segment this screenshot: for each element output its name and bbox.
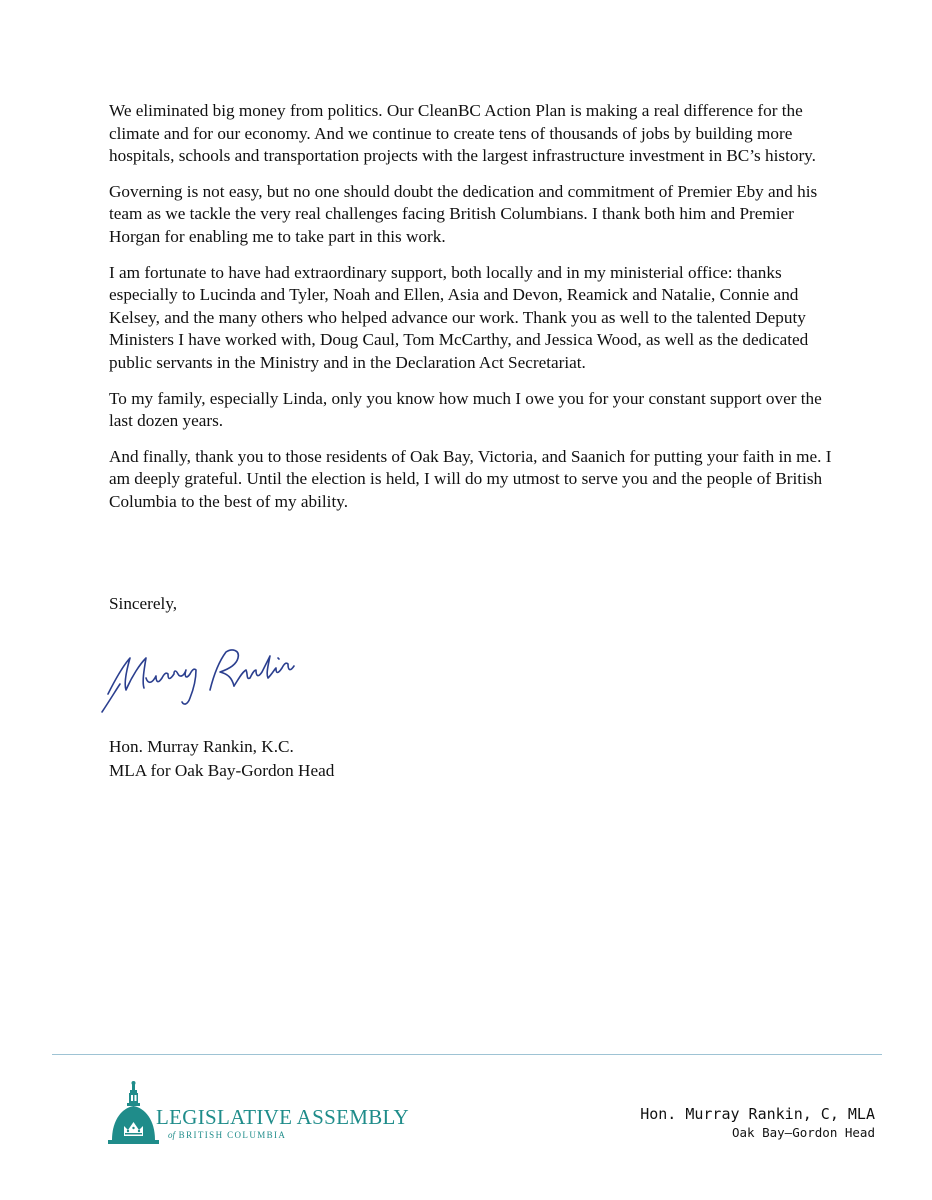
paragraph-2: Governing is not easy, but no one should doubt the dedication and commitment of Premier Eby and his team as we tackle the very real challenges facing British Columbians. I thank both him and Premier Horgan for enabling me to take part in this work.	[109, 181, 818, 246]
logo-subtitle-rest: BRITISH COLUMBIA	[178, 1130, 287, 1140]
paragraph-1: We eliminated big money from politics. Our CleanBC Action Plan is making a real difference for the climate and for our economy. And we continue to create tens of thousands of jobs by building more hospitals, schools and transportation projects with the largest infrastructure investment in BC’s history.	[109, 101, 816, 166]
logo-subtitle-of: of	[168, 1130, 176, 1140]
closing-salutation: Sincerely,	[109, 594, 178, 613]
signer-name: Hon. Murray Rankin, K.C.	[109, 737, 294, 756]
footer-name-block	[640, 1104, 875, 1142]
logo-subtitle	[168, 1130, 286, 1140]
footer-name: Hon. Murray Rankin, C, MLA	[640, 1105, 875, 1123]
footer-riding: Oak Bay–Gordon Head	[732, 1125, 875, 1140]
paragraph-5: And finally, thank you to those residents of Oak Bay, Victoria, and Saanich for putting your faith in me. I am deeply grateful. Until the election is held, I will do my utmost to serve you and the people of British Columbia to the best of my ability.	[109, 446, 832, 511]
handwritten-signature	[100, 612, 300, 722]
logo-title: LEGISLATIVE ASSEMBLY	[156, 1105, 409, 1129]
footer-divider	[52, 1054, 882, 1055]
signer-title: MLA for Oak Bay-Gordon Head	[109, 760, 335, 780]
paragraph-3: I am fortunate to have had extraordinary support, both locally and in my ministerial office: thanks especially to Lucinda and Tyler, Noah and Ellen, Asia and Devon, Reamick and Natalie, Connie and Kelsey, and the many others who helped advance our work. Thank you as well to the talented Deputy Ministers I have worked with, Doug Caul, Tom McCarthy, and Jessica Wood, as well as the dedicated public servants in the Ministry and in the Declaration Act Secretariat.	[109, 262, 809, 372]
signer-block	[109, 735, 334, 782]
parliament-dome-icon	[104, 1080, 164, 1160]
paragraph-4: To my family, especially Linda, only you know how much I owe you for your constant support over the last dozen years.	[109, 388, 822, 431]
legislative-assembly-logo	[104, 1080, 409, 1160]
letter-body	[109, 100, 839, 527]
